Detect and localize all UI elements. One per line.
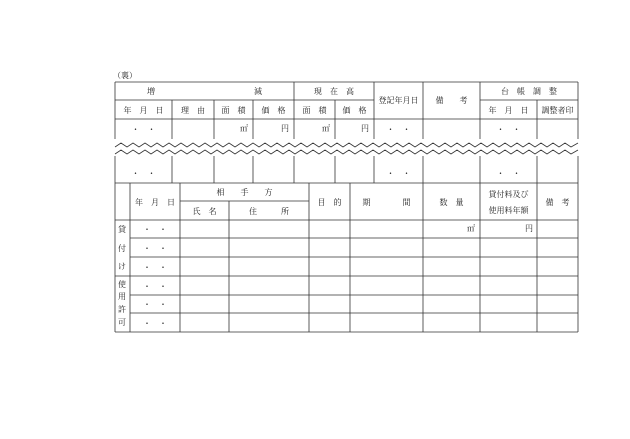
t2-header-remarks: 備 考 <box>545 198 570 207</box>
t2-row1-date: ・ ・ <box>143 225 167 234</box>
side-lending-char-2: 付 <box>118 244 126 253</box>
lastrow-ledger-date: ・ ・ <box>496 169 521 178</box>
header-current-holdings: 現 在 高 <box>314 87 354 96</box>
subheader-area: 面 積 <box>221 106 246 115</box>
header-ledger-adjustment: 台 帳 調 整 <box>501 87 557 96</box>
header-remarks: 備 考 <box>435 96 468 105</box>
lastrow-date: ・ ・ <box>131 169 156 178</box>
row1-registration-date: ・ ・ <box>386 125 411 134</box>
row1-price-unit: 円 <box>281 124 289 133</box>
side-label: （裏） <box>113 71 137 80</box>
t2-row4-date: ・ ・ <box>143 282 167 291</box>
subheader-ledger-date: 年 月 日 <box>488 106 529 115</box>
header-increase: 増 <box>147 87 155 96</box>
row1-area2-unit: ㎡ <box>322 124 330 133</box>
t2-header-quantity: 数 量 <box>439 198 464 207</box>
t2-header-date: 年 月 日 <box>135 198 175 207</box>
t2-header-address: 住 所 <box>249 207 289 216</box>
row1-ledger-date: ・ ・ <box>496 125 521 134</box>
t2-header-name: 氏 名 <box>192 207 217 216</box>
t2-header-fee-line1: 貸付料及び <box>488 190 529 199</box>
subheader-price: 価 格 <box>261 106 286 115</box>
header-decrease: 減 <box>254 87 262 96</box>
header-registration-date: 登記年月日 <box>378 96 419 105</box>
side-permit-char-1: 使 <box>118 280 126 289</box>
t2-header-purpose: 目 的 <box>317 198 342 207</box>
t2-row5-date: ・ ・ <box>143 300 167 309</box>
row1-date: ・ ・ <box>131 125 156 134</box>
side-lending-char-1: 貸 <box>118 225 126 234</box>
subheader-adjuster-seal: 調整者印 <box>541 106 574 115</box>
t2-header-counterparty: 相 手 方 <box>216 188 273 197</box>
t2-header-fee-line2: 使用料年額 <box>488 206 529 215</box>
t2-header-period: 期 間 <box>362 198 411 207</box>
row1-price2-unit: 円 <box>361 124 369 133</box>
side-lending-char-3: け <box>118 262 126 271</box>
subheader-price-current: 価 格 <box>342 106 367 115</box>
subheader-reason: 理 由 <box>181 106 205 115</box>
t2-row1-quantity-unit: ㎡ <box>467 224 475 233</box>
side-permit-char-4: 可 <box>118 318 126 327</box>
subheader-date: 年 月 日 <box>123 106 164 115</box>
row1-area-unit: ㎡ <box>240 124 248 133</box>
t2-row6-date: ・ ・ <box>143 319 167 328</box>
t2-row1-fee-unit: 円 <box>525 224 533 233</box>
side-permit-char-2: 用 <box>118 292 126 301</box>
subheader-area-current: 面 積 <box>302 106 327 115</box>
t2-row2-date: ・ ・ <box>143 244 167 253</box>
lastrow-registration-date: ・ ・ <box>386 169 411 178</box>
t2-row3-date: ・ ・ <box>143 263 167 272</box>
side-permit-char-3: 許 <box>118 305 126 314</box>
